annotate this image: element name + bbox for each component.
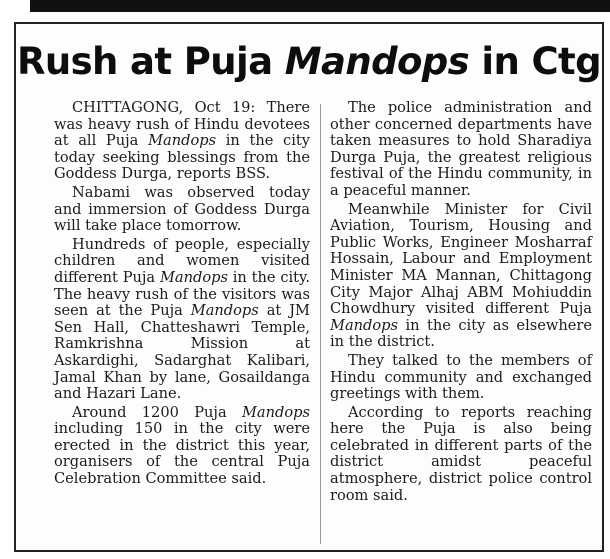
left-paragraph-3 xyxy=(54,237,310,403)
news-clipping xyxy=(14,22,604,552)
left-p3-text-a: Hundreds of people, especially children and women visited different Puja xyxy=(54,235,310,286)
right-paragraph-3: They talked to the members of Hindu community and exchanged greetings with them. xyxy=(330,351,592,403)
right-p2-text-a: Meanwhile Minister for Civil Aviation, Tourism, Housing and Public Works, Engineer Mosharraf Hossain, Labour and Employment Minister MA Mannan, Chittagong City Major Alhaj ABM Mohiuddin Chowdhury visited different Puja xyxy=(330,200,592,318)
left-paragraph-4 xyxy=(54,405,310,488)
column-divider xyxy=(320,104,321,544)
right-paragraph-2 xyxy=(330,202,592,351)
left-column xyxy=(54,100,310,490)
right-paragraph-1: The police administration and other concerned departments have taken measures to hold Sharadiya Durga Puja, the greatest religious festival of the Hindu community, in a peaceful manner. xyxy=(330,99,592,199)
left-p1-italic: Mandops xyxy=(148,132,217,150)
left-paragraph-2: Nabami was observed today and immersion of Goddess Durga will take place tomorrow. xyxy=(54,183,310,235)
headline-part-3: in Ctg xyxy=(469,40,602,83)
headline xyxy=(16,40,602,84)
headline-part-1: Rush at Puja xyxy=(16,40,285,83)
left-p3-italic-1: Mandops xyxy=(159,268,228,286)
right-paragraph-4: According to reports reaching here the Puja is also being celebrated in different parts of the district amidst peaceful atmosphere, district police control room said. xyxy=(330,403,592,504)
right-p2-italic: Mandops xyxy=(330,316,399,334)
left-p1-text-c: in the city today seeking blessings from the Goddess Durga, reports BSS. xyxy=(54,132,310,183)
left-p3-text-e: at JM Sen Hall, Chatteshawri Temple, Ramkrishna Mission at Askardighi, Sadarghat Kalibari, Jamal Khan by lane, Gosaildanga and Hazari Lane. xyxy=(54,302,310,403)
left-p4-italic: Mandops xyxy=(241,403,310,421)
left-paragraph-1 xyxy=(54,100,310,183)
right-column xyxy=(330,100,592,506)
headline-italic-mandops: Mandops xyxy=(284,40,470,83)
left-p1-text-a: CHITTAGONG, Oct 19: There was heavy rush of Hindu devotees at all Puja xyxy=(54,99,310,150)
left-p3-text-c: in the city. The heavy rush of the visitors was seen at the Puja xyxy=(54,268,310,320)
top-black-rule xyxy=(30,0,610,12)
left-p4-text-a: Around 1200 Puja xyxy=(72,403,242,421)
left-p3-italic-2: Mandops xyxy=(190,302,259,320)
right-p2-text-c: in the city as elsewhere in the district. xyxy=(330,316,592,351)
left-p4-text-c: including 150 in the city were erected in the district this year, organisers of the central Puja Celebration Committee said. xyxy=(54,420,310,488)
